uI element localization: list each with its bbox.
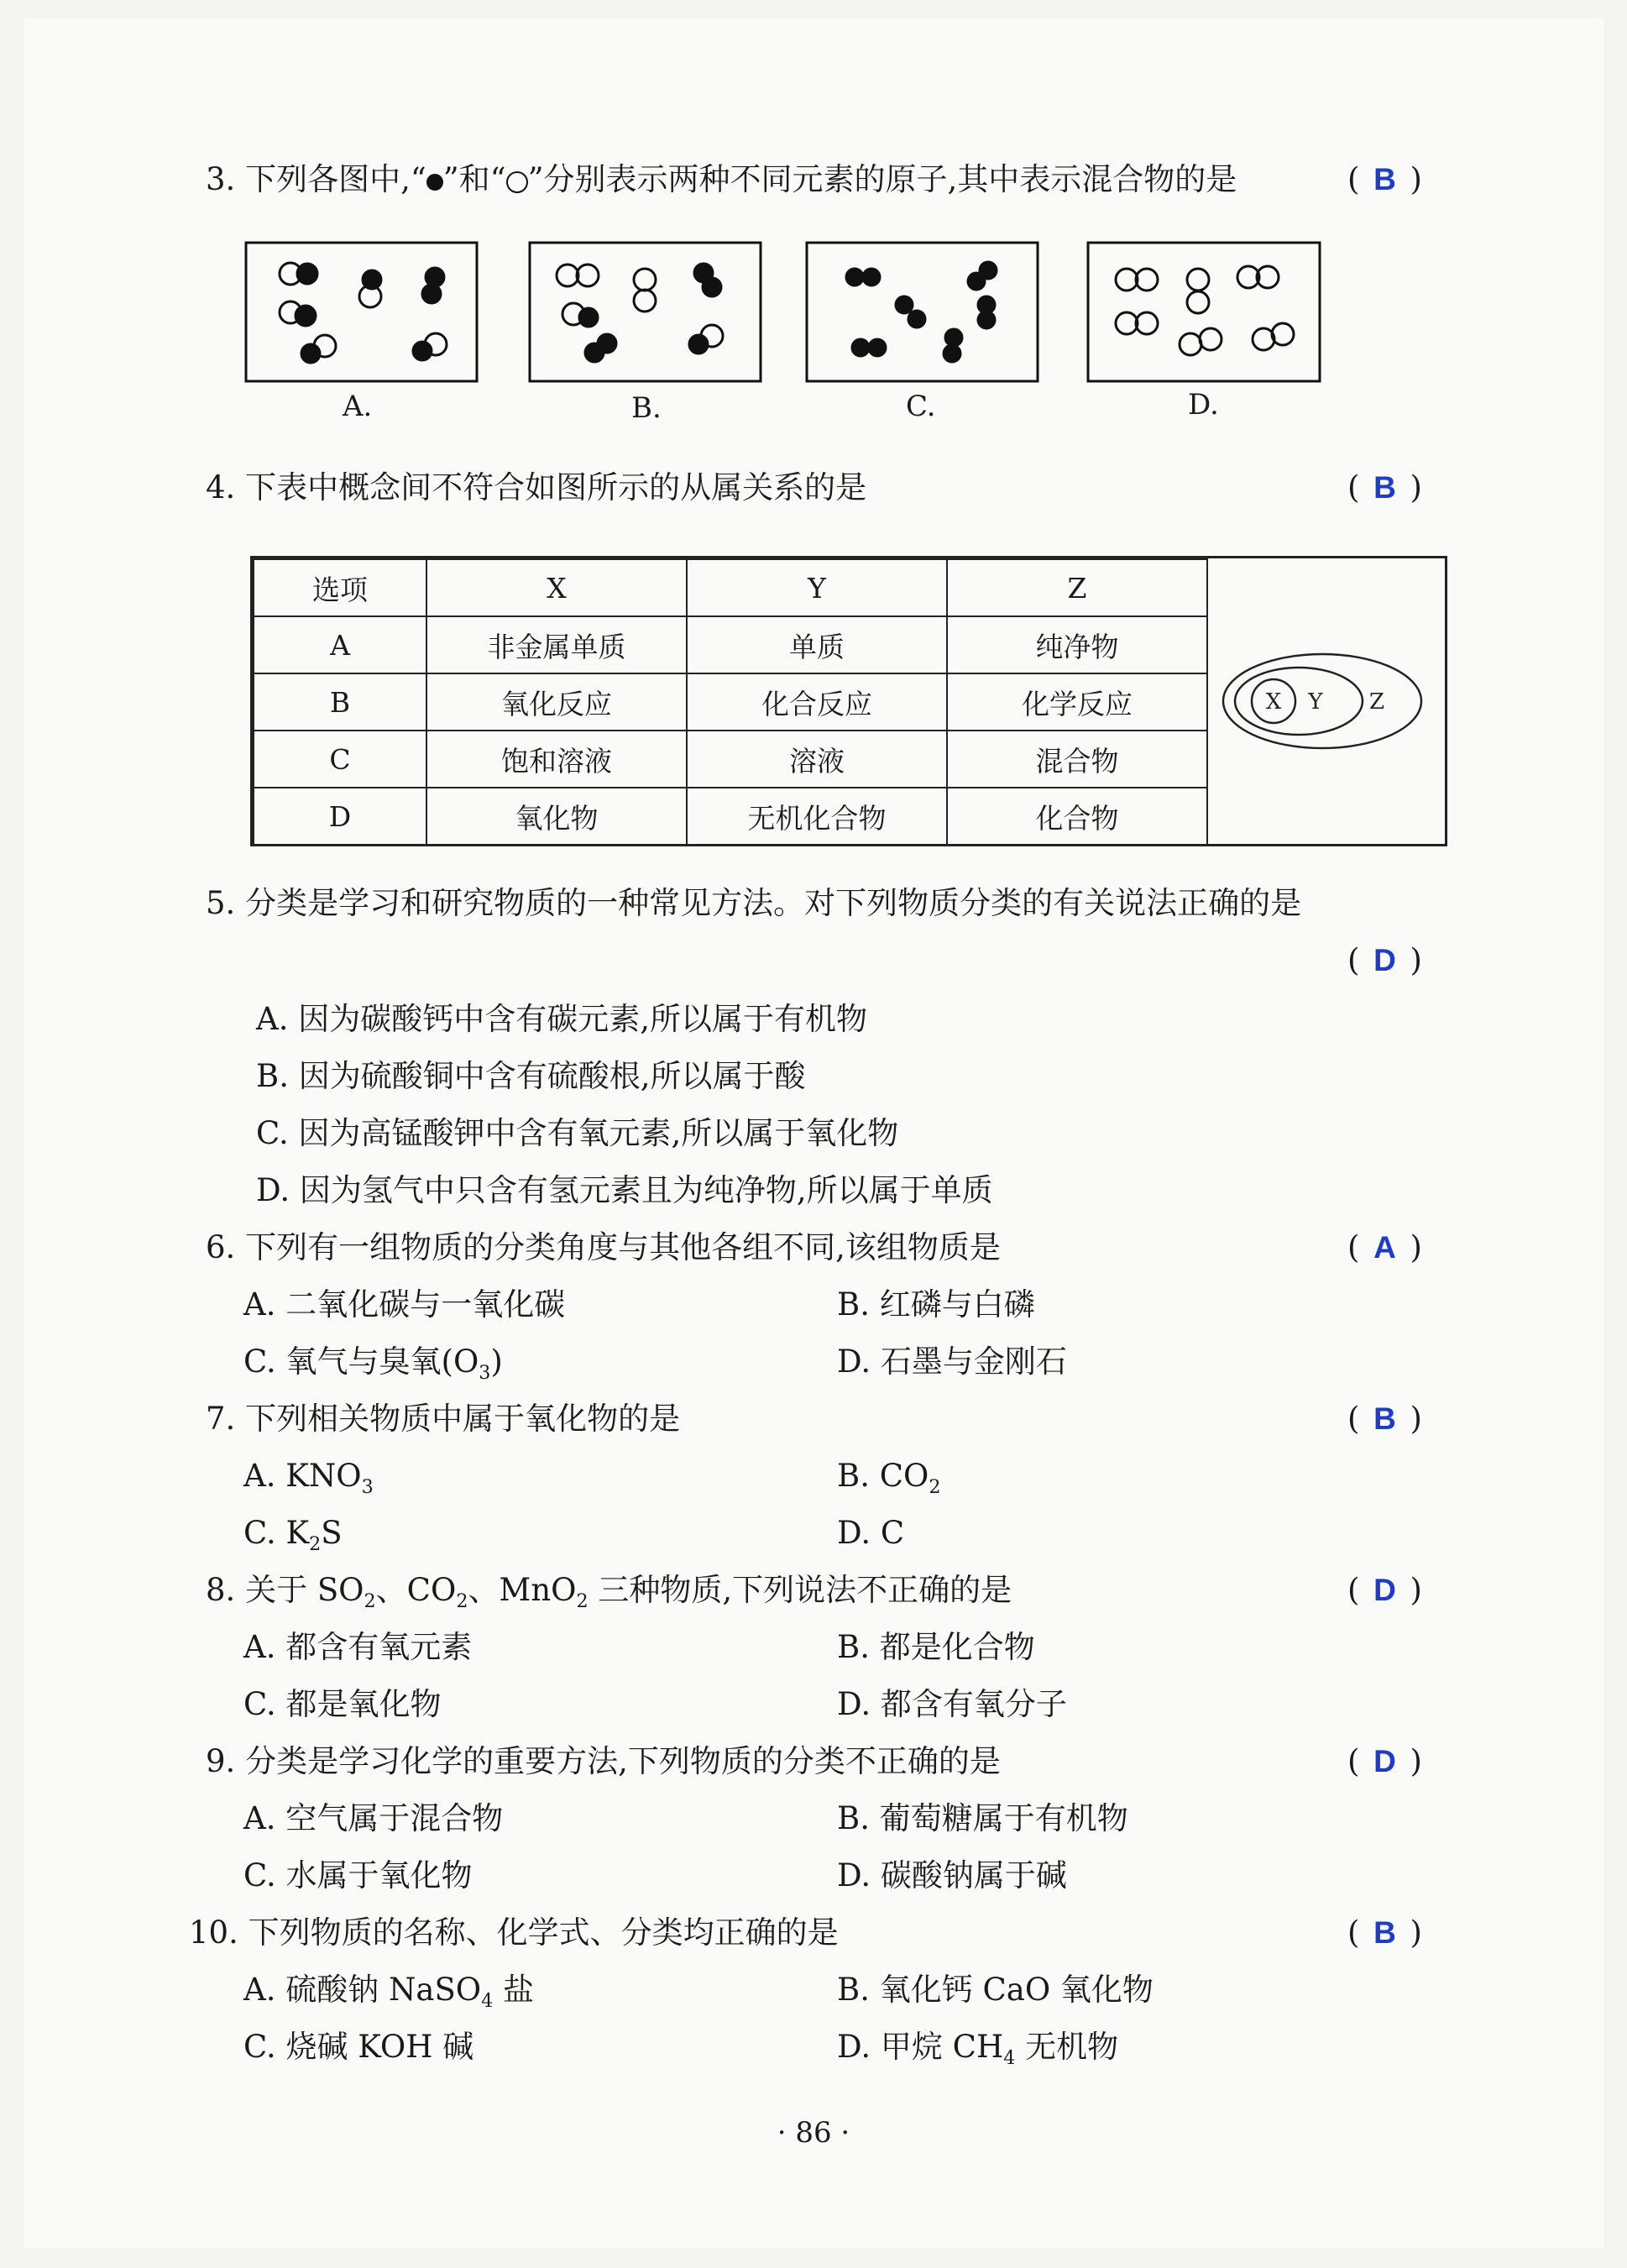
table-cell: 氧化物 bbox=[426, 788, 687, 845]
question-number: 9. bbox=[206, 1743, 236, 1779]
question-text: ”和“ bbox=[442, 161, 506, 197]
question-text: 下列相关物质中属于氧化物的是 bbox=[245, 1401, 681, 1437]
answer-bracket: ( D ) bbox=[1347, 940, 1422, 981]
question-text: 关于 $SO_2$、$CO_2$、MnO$_2$ 三种物质,下列说法不正确的是 bbox=[245, 1572, 1012, 1612]
page-number: · 86 · bbox=[777, 2116, 850, 2150]
question-4 bbox=[206, 468, 866, 508]
table-header: X bbox=[426, 559, 687, 616]
option-d: D. 石墨与金刚石 bbox=[837, 1344, 1067, 1380]
diagram-c bbox=[807, 243, 1038, 381]
question-6 bbox=[206, 1228, 1001, 1268]
answer-bracket: ( B ) bbox=[1347, 160, 1422, 200]
option-c: C. 都是氧化物 bbox=[243, 1686, 442, 1722]
question-number: 10. bbox=[189, 1914, 238, 1951]
question-text: 分类是学习和研究物质的一种常见方法。对下列物质分类的有关说法正确的是 bbox=[245, 885, 1302, 921]
answer-bracket: ( B ) bbox=[1347, 1399, 1422, 1439]
diagram-b bbox=[530, 243, 761, 381]
option-c: C. 氧气与臭氧$(O_3)$ bbox=[243, 1344, 503, 1384]
answer-bracket: ( D ) bbox=[1347, 1570, 1422, 1611]
option-b: B. 氧化钙 CaO 氧化物 bbox=[837, 1972, 1154, 2008]
option-a: A. 空气属于混合物 bbox=[243, 1800, 504, 1836]
option-c: C. 烧碱 KOH 碱 bbox=[243, 2029, 474, 2065]
question-number: 4. bbox=[206, 469, 236, 505]
option-b: B. $CO_2$ bbox=[837, 1458, 941, 1498]
question-number: 6. bbox=[206, 1229, 236, 1265]
table-row bbox=[254, 731, 1207, 788]
table-cell: 化合物 bbox=[947, 788, 1207, 845]
table-cell: C bbox=[254, 731, 426, 788]
table-header: Z bbox=[947, 559, 1207, 616]
question-7 bbox=[206, 1399, 680, 1439]
molecule-diagrams bbox=[0, 0, 1627, 437]
option-b: B. 红磷与白磷 bbox=[837, 1286, 1035, 1323]
question-text: 下表中概念间不符合如图所示的从属关系的是 bbox=[245, 469, 867, 505]
answer-letter: D bbox=[1373, 943, 1396, 977]
diagram-label-a: A. bbox=[343, 390, 373, 423]
question-text: 下列各图中,“ bbox=[245, 161, 426, 197]
diagram-label-b: B. bbox=[631, 391, 662, 425]
option-a: A. 因为碳酸钙中含有碳元素,所以属于有机物 bbox=[256, 1001, 868, 1037]
option-c: C. 水属于氧化物 bbox=[243, 1857, 473, 1893]
table-row bbox=[254, 616, 1207, 673]
table-cell: 纯净物 bbox=[947, 616, 1207, 673]
option-d: D. 都含有氧分子 bbox=[837, 1686, 1067, 1722]
option-d: D. 因为氢气中只含有氢元素且为纯净物,所以属于单质 bbox=[256, 1172, 993, 1208]
table-cell: 饱和溶液 bbox=[426, 731, 687, 788]
question-text: 下列有一组物质的分类角度与其他各组不同,该组物质是 bbox=[245, 1229, 1001, 1265]
table-cell: 非金属单质 bbox=[426, 616, 687, 673]
option-a: A. 都含有氧元素 bbox=[243, 1629, 473, 1665]
diagram-label-d: D. bbox=[1188, 388, 1219, 422]
question-text: 分类是学习化学的重要方法,下列物质的分类不正确的是 bbox=[245, 1743, 1001, 1779]
table-cell: A bbox=[254, 616, 426, 673]
option-d: D. 碳酸钠属于碱 bbox=[837, 1857, 1067, 1893]
question-8 bbox=[206, 1570, 1012, 1621]
concept-table bbox=[250, 556, 1447, 846]
question-number: 7. bbox=[206, 1401, 236, 1437]
question-text: ”分别表示两种不同元素的原子,其中表示混合物的是 bbox=[527, 161, 1237, 197]
answer-letter: A bbox=[1373, 1230, 1396, 1265]
table-header: Y bbox=[687, 559, 947, 616]
question-number: 3. bbox=[206, 161, 236, 197]
diagram-a bbox=[246, 243, 477, 381]
answer-letter: B bbox=[1373, 162, 1396, 196]
answer-letter: B bbox=[1373, 1401, 1396, 1436]
answer-bracket: ( B ) bbox=[1347, 468, 1422, 508]
question-5 bbox=[206, 883, 1301, 924]
diagram-d bbox=[1088, 243, 1320, 381]
option-b: B. 葡萄糖属于有机物 bbox=[837, 1800, 1128, 1836]
option-a: A. 二氧化碳与一氧化碳 bbox=[243, 1286, 566, 1323]
answer-bracket: ( D ) bbox=[1347, 1742, 1422, 1782]
table-cell: 混合物 bbox=[947, 731, 1207, 788]
question-10 bbox=[189, 1913, 839, 1953]
option-c: C. $K_2S$ bbox=[243, 1515, 343, 1555]
table-header: 选项 bbox=[254, 559, 426, 616]
answer-letter: D bbox=[1373, 1573, 1396, 1607]
diagram-label-x: X bbox=[1265, 689, 1282, 715]
table-cell: 无机化合物 bbox=[687, 788, 947, 845]
answer-bracket: ( B ) bbox=[1347, 1913, 1422, 1953]
diagram-label-z: Z bbox=[1368, 689, 1385, 715]
option-a: A. 硫酸钠 NaSO$_4$ 盐 bbox=[243, 1972, 535, 2012]
table-row bbox=[254, 673, 1207, 731]
table-cell: 单质 bbox=[687, 616, 947, 673]
table-row bbox=[254, 788, 1207, 845]
question-9 bbox=[206, 1742, 1001, 1782]
answer-bracket: ( A ) bbox=[1347, 1228, 1422, 1268]
option-b: B. 都是化合物 bbox=[837, 1629, 1035, 1665]
table-cell: 化学反应 bbox=[947, 673, 1207, 731]
nested-ellipse-diagram bbox=[1200, 558, 1445, 844]
question-text: 下列物质的名称、化学式、分类均正确的是 bbox=[248, 1914, 839, 1951]
option-a: A. $KNO_3$ bbox=[243, 1458, 374, 1498]
diagram-label-c: C. bbox=[906, 390, 936, 423]
table-header-row bbox=[254, 559, 1207, 616]
table-cell: 氧化反应 bbox=[426, 673, 687, 731]
table-cell: D bbox=[254, 788, 426, 845]
answer-letter: B bbox=[1373, 470, 1396, 505]
diagram-label-y: Y bbox=[1308, 689, 1323, 715]
answer-letter: D bbox=[1373, 1744, 1396, 1778]
question-number: 5. bbox=[206, 885, 236, 921]
question-number: 8. bbox=[206, 1572, 236, 1608]
option-d: D. C bbox=[837, 1515, 905, 1551]
table-cell: 溶液 bbox=[687, 731, 947, 788]
answer-letter: B bbox=[1373, 1915, 1396, 1950]
option-b: B. 因为硫酸铜中含有硫酸根,所以属于酸 bbox=[256, 1058, 806, 1094]
option-d: D. 甲烷 $CH_4$ 无机物 bbox=[837, 2029, 1119, 2069]
option-c: C. 因为高锰酸钾中含有氧元素,所以属于氧化物 bbox=[256, 1115, 899, 1151]
table-cell: 化合反应 bbox=[687, 673, 947, 731]
table-cell: B bbox=[254, 673, 426, 731]
